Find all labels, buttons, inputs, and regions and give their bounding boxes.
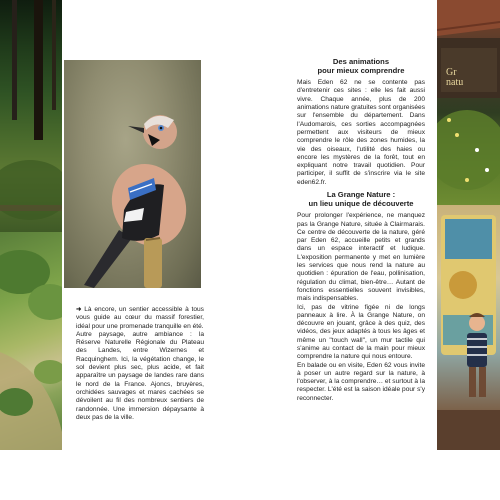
child-exhibition-photo bbox=[437, 205, 500, 450]
paragraph-animations: Mais Eden 62 ne se contente pas d'entretenir ces sites : elle les fait aussi vivre. Chaque année, plus de 200 animations nature gratuites sont organisées sur l'ensemble du département. Dans l'Audomarois, ces sorties accompagnées permettent aux visiteurs de mieux comprendre le rôle des zones humides, la vie des oiseaux, l'utilité des haies ou encore les mystères de la forêt, tout en expliquant notre travail quotidien. Pour participer, il suffit de s'inscrire via le site eden62.fr. bbox=[297, 79, 425, 186]
heading-animations-line1: Des animations bbox=[332, 57, 390, 66]
left-text-column bbox=[76, 306, 204, 422]
paragraph-jeux: Ici, pas de vitrine figée ni de longs panneaux à lire. À la Grange Nature, on découvre en jouant, grâce à des quiz, des vidéos, des jeux adaptés à tous les âges et même un "touch wall", un mur tactile qui s'anime au contact de la main pour mieux comprendre la nature qui nous entoure. bbox=[297, 303, 425, 361]
building-sign-text: Gr natu bbox=[446, 67, 464, 88]
heading-grange-line2: un lieu unique de découverte bbox=[308, 198, 414, 208]
jay-bird-photo bbox=[64, 60, 201, 288]
paragraph-grange: Pour prolonger l'expérience, ne manquez pas la Grange Nature, située à Clairmarais. Ce centre de découverte de la nature, géré par Eden 62, accueille petits et grands dans un espace interactif et ludique. L'exposition permanente y met en lumière les services que nous rend la nature au quotidien : épuration de l'eau, pollinisation, régulation du climat, bien-être… Autant de fonctions essentielles souvent invisibles, mais indispensables. bbox=[297, 212, 425, 303]
heading-animations bbox=[297, 58, 425, 75]
paragraph-sentier-text: Là encore, un sentier accessible à tous vous guide au cœur du massif forestier, idéal pour une promenade tranquille en été. bbox=[76, 306, 204, 330]
valley-photo bbox=[0, 232, 62, 450]
heading-grange-line1: La Grange Nature : bbox=[326, 190, 396, 200]
heading-animations-line2: pour mieux comprendre bbox=[317, 65, 405, 75]
valley-illustration bbox=[0, 232, 62, 450]
right-text-column bbox=[297, 58, 425, 403]
paragraph-sentier bbox=[76, 306, 204, 331]
grange-nature-building-photo bbox=[437, 0, 500, 205]
forest-photo bbox=[0, 0, 62, 232]
jay-bird-illustration bbox=[64, 60, 201, 288]
forest-illustration bbox=[0, 0, 62, 232]
arrow-icon: ➜ bbox=[76, 306, 82, 313]
building-illustration bbox=[437, 0, 500, 205]
paragraph-conclusion: En balade ou en visite, Eden 62 vous invite à poser un autre regard sur la nature, à l'observer, à la comprendre… et surtout à la respecter. L'été est la saison idéale pour s'y reconnecter. bbox=[297, 361, 425, 402]
heading-grange-nature bbox=[297, 191, 425, 208]
exhibition-illustration bbox=[437, 205, 500, 450]
paragraph-landes: Autre paysage, autre ambiance : la Réserve Naturelle Régionale du Plateau des Landes, entre Wizernes et Racquinghem. Ici, la végétation change, le sol devient plus sec, plus acide, et fait apparaître un paysage de landes rare dans le nord de la France. Ajoncs, bruyères, orchidées sauvages et mares cachées se dévoilent au fil des nombreux sentiers de randonnée. Une immersion dépaysante à deux pas de la ville. bbox=[76, 330, 204, 421]
